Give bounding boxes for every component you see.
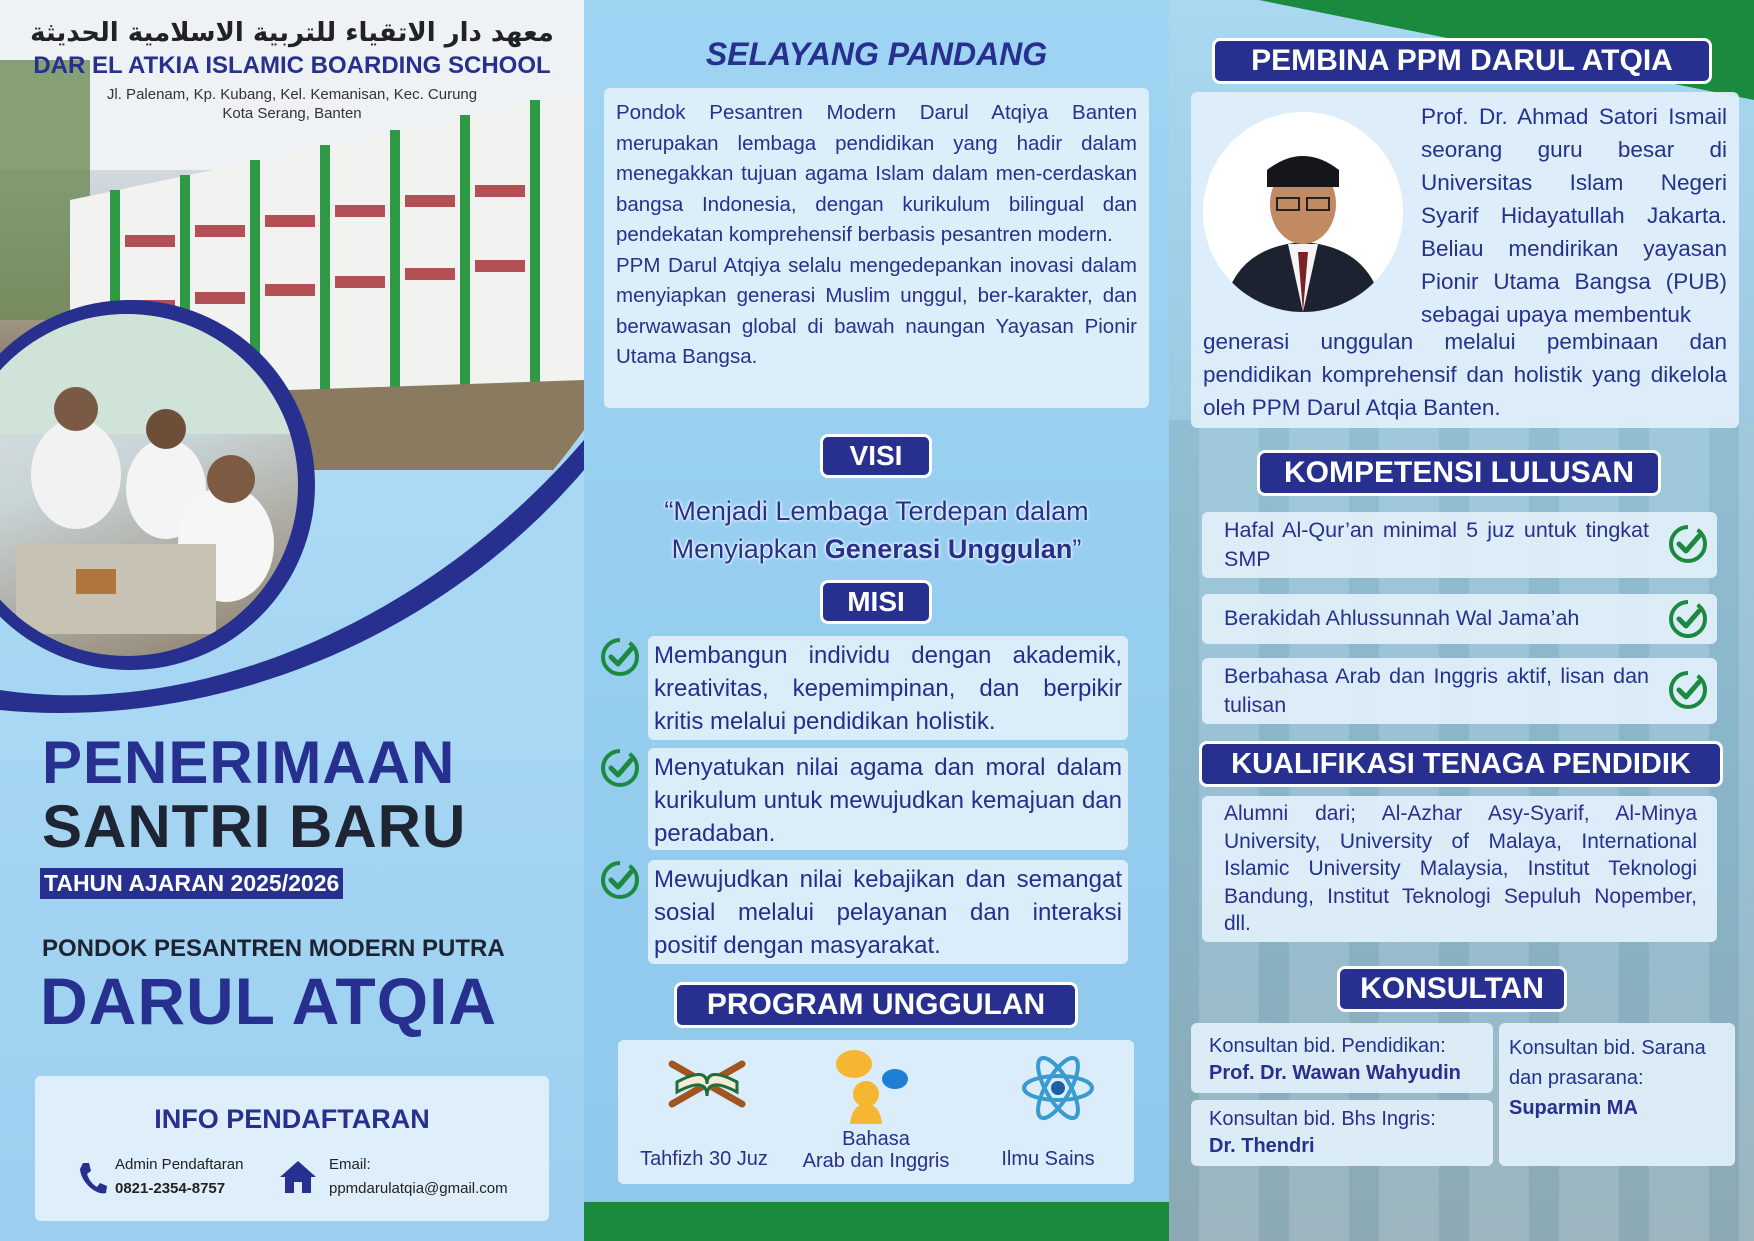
program-sains: Ilmu Sains [1001, 1148, 1095, 1170]
misi-heading: MISI [820, 580, 932, 624]
kualifikasi-text: Alumni dari; Al-Azhar Asy-Syarif, Al-Minya University, University of Malaya, International Islamic University Malaysia, Institut Teknologi Bandung, Institut Teknologi Sepuluh Nopember, dll. [1202, 796, 1717, 942]
kompetensi-text-1: Hafal Al-Qur’an minimal 5 juz untuk tingkat SMP [1224, 518, 1649, 571]
address-line-1: Jl. Palenam, Kp. Kubang, Kel. Kemanisan, Kec. Curung [106, 86, 478, 103]
program-bahasa-line-2: Arab dan Inggris [802, 1150, 950, 1172]
konsultan-sarana-name: Suparmin MA [1509, 1097, 1638, 1119]
konsultan-sarana-label-2: dan prasarana: [1509, 1067, 1644, 1089]
program-heading: PROGRAM UNGGULAN [674, 982, 1078, 1028]
school-title: DARUL ATQIA [40, 964, 498, 1038]
school-name: DAR EL ATKIA ISLAMIC BOARDING SCHOOL [33, 52, 551, 79]
year-badge: TAHUN AJARAN 2025/2026 [40, 868, 343, 899]
title-line-1: PENERIMAAN [42, 729, 456, 796]
overview-paragraph-1: Pondok Pesantren Modern Darul Atqiya Banten merupakan lembaga pendidikan yang hadir dalam menegakkan tujuan agama Islam dalam men-cerdaskan bangsa Indonesia, dengan kurikulum bilingual dan pendekatan komprehensif berbasis pesantren modern. [616, 101, 1137, 246]
kompetensi-item-3 [1202, 658, 1717, 724]
kompetensi-text-3: Berbahasa Arab dan Inggris aktif, lisan dan tulisan [1224, 664, 1649, 717]
phone-number: 0821-2354-8757 [115, 1180, 226, 1197]
konsultan-inggris-name: Dr. Thendri [1209, 1135, 1315, 1157]
address-line-2: Kota Serang, Banten [222, 105, 362, 122]
konsultan-pendidikan-name: Prof. Dr. Wawan Wahyudin [1209, 1062, 1461, 1084]
konsultan-inggris-label: Konsultan bid. Bhs Ingris: [1209, 1108, 1436, 1130]
misi-item-3: Mewujudkan nilai kebajikan dan semangat sosial melalui pelayanan dan interaksi positif dengan masyarakat. [648, 860, 1128, 964]
info-card [35, 1076, 549, 1221]
home-icon [278, 1159, 318, 1195]
kompetensi-item-1 [1202, 512, 1717, 578]
pembina-photo [1203, 112, 1403, 312]
arabic-name: معهد دار الاتقياء للتربية الاسلامية الحديثة [30, 18, 554, 48]
kompetensi-check-icon-1 [1668, 524, 1708, 564]
overview-card [604, 88, 1149, 408]
konsultan-inggris [1191, 1100, 1493, 1166]
program-bahasa-line-1: Bahasa [842, 1128, 910, 1150]
misi-check-icon-1 [600, 637, 640, 677]
info-title: INFO PENDAFTARAN [154, 1104, 430, 1134]
speech-bubbles-icon [832, 1046, 912, 1126]
phone-label: Admin Pendaftaran [115, 1156, 244, 1173]
misi-item-2: Menyatukan nilai agama dan moral dalam kurikulum untuk mewujudkan kemajuan dan peradaban. [648, 748, 1128, 850]
konsultan-pendidikan [1191, 1023, 1493, 1093]
visi-line-2-bold: Generasi Unggulan [824, 534, 1073, 564]
visi-statement [584, 492, 1169, 568]
misi-check-icon-3 [600, 860, 640, 900]
bottom-green-bar [584, 1202, 1169, 1241]
visi-line-2-pre: Menyiapkan [671, 534, 825, 564]
phone-icon [77, 1161, 107, 1197]
cover-panel [0, 0, 584, 1241]
visi-line-2-post: ” [1072, 534, 1082, 564]
konsultan-sarana [1499, 1023, 1735, 1166]
pembina-bio-top: Prof. Dr. Ahmad Satori Ismail seorang guru besar di Universitas Islam Negeri Syarif Hidayatullah Jakarta. Beliau mendirikan yayasan Pionir Utama Bangsa (PUB) sebagai upaya membentuk [1421, 104, 1727, 327]
email-label: Email: [329, 1156, 371, 1173]
pembina-bio-bottom: generasi unggulan melalui pembinaan dan pendidikan komprehensif dan holistik yang dikelola oleh PPM Darul Atqia Banten. [1203, 329, 1727, 420]
middle-panel [584, 0, 1169, 1241]
kompetensi-check-icon-2 [1668, 599, 1708, 639]
kompetensi-heading: KOMPETENSI LULUSAN [1257, 450, 1661, 496]
konsultan-pendidikan-label: Konsultan bid. Pendidikan: [1209, 1035, 1446, 1057]
email-address: ppmdarulatqia@gmail.com [329, 1180, 508, 1197]
kualifikasi-heading: KUALIFIKASI TENAGA PENDIDIK [1199, 741, 1723, 787]
konsultan-sarana-label-1: Konsultan bid. Sarana [1509, 1037, 1706, 1059]
kompetensi-text-2: Berakidah Ahlussunnah Wal Jama’ah [1224, 606, 1580, 630]
program-tahfizh: Tahfizh 30 Juz [640, 1148, 768, 1170]
misi-check-icon-2 [600, 748, 640, 788]
overview-paragraph-2: PPM Darul Atqiya selalu mengedepankan inovasi dalam menyiapkan generasi Muslim unggul, ber-karakter, dan berwawasan global di bawah naungan Yayasan Pionir Utama Bangsa. [616, 253, 1137, 368]
title-line-2: SANTRI BARU [42, 793, 467, 860]
kompetensi-check-icon-3 [1668, 670, 1708, 710]
konsultan-heading: KONSULTAN [1337, 966, 1567, 1012]
school-subtitle: PONDOK PESANTREN MODERN PUTRA [42, 935, 505, 962]
quran-stand-icon [662, 1054, 752, 1124]
program-card [618, 1040, 1134, 1184]
misi-item-1: Membangun individu dengan akademik, kreativitas, kepemimpinan, dan berpikir kritis melalui pendidikan holistik. [648, 636, 1128, 740]
program-bahasa [790, 1128, 962, 1172]
overview-title: SELAYANG PANDANG [705, 36, 1048, 72]
pembina-card [1191, 92, 1739, 428]
right-panel [1169, 0, 1754, 1241]
kompetensi-item-2 [1202, 594, 1717, 644]
visi-line-2 [584, 530, 1169, 568]
visi-heading: VISI [820, 434, 932, 478]
visi-line-1: “Menjadi Lembaga Terdepan dalam [664, 496, 1089, 526]
pembina-heading: PEMBINA PPM DARUL ATQIA [1212, 38, 1712, 84]
atom-icon [1020, 1050, 1096, 1126]
